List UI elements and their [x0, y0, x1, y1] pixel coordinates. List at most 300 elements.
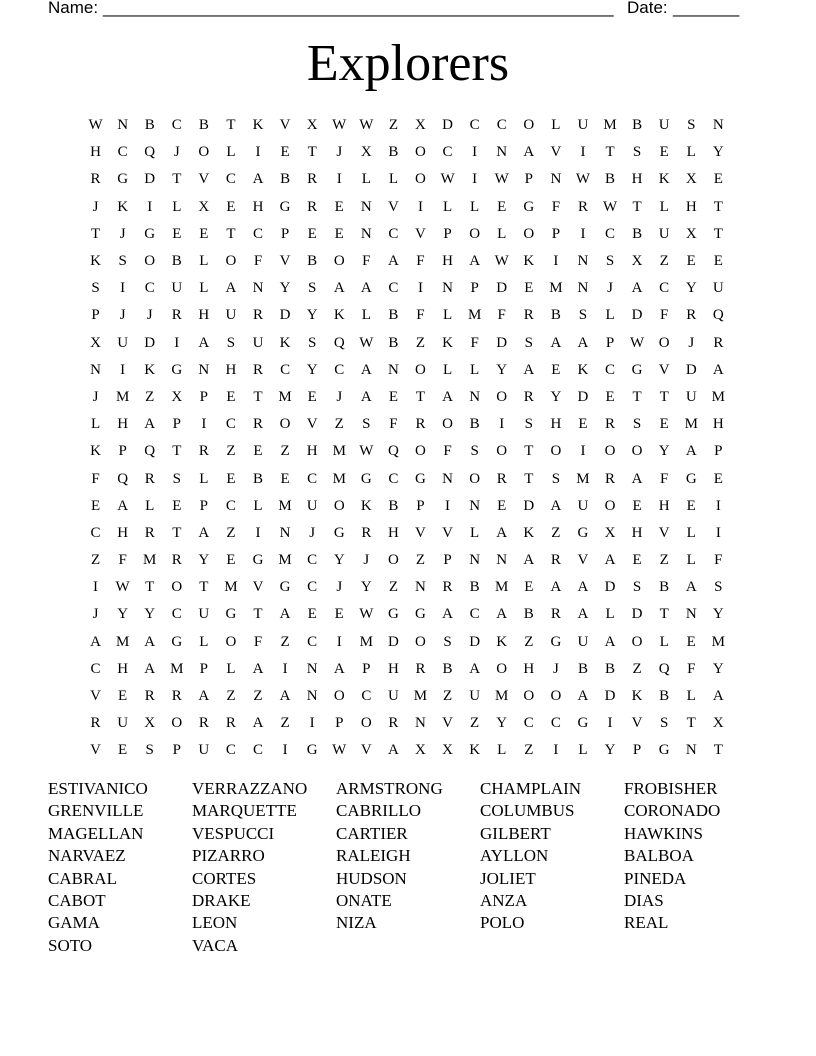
grid-letter[interactable]: Z — [226, 524, 236, 541]
grid-letter[interactable]: D — [144, 334, 156, 351]
grid-letter[interactable]: A — [523, 144, 535, 161]
grid-letter[interactable]: K — [144, 361, 156, 378]
grid-letter[interactable]: C — [307, 579, 318, 596]
grid-letter[interactable]: E — [524, 280, 534, 297]
grid-letter[interactable]: I — [174, 334, 180, 351]
grid-letter[interactable]: X — [360, 144, 372, 161]
grid-letter[interactable]: B — [469, 416, 480, 433]
grid-letter[interactable]: C — [523, 715, 534, 732]
grid-letter[interactable]: I — [282, 660, 288, 677]
grid-letter[interactable]: E — [199, 225, 209, 242]
grid-letter[interactable]: S — [632, 579, 642, 596]
grid-letter[interactable]: K — [631, 688, 643, 705]
grid-letter[interactable]: T — [172, 524, 182, 541]
grid-letter[interactable]: B — [469, 579, 480, 596]
grid-letter[interactable]: F — [687, 660, 696, 677]
grid-letter[interactable]: I — [336, 171, 342, 188]
grid-letter[interactable]: C — [334, 361, 345, 378]
grid-letter[interactable]: L — [497, 742, 507, 759]
grid-letter[interactable]: R — [198, 443, 209, 460]
grid-letter[interactable]: W — [494, 171, 509, 188]
grid-letter[interactable]: O — [442, 416, 453, 433]
grid-letter[interactable]: T — [253, 606, 263, 623]
grid-letter[interactable]: A — [496, 606, 508, 623]
grid-letter[interactable]: A — [577, 579, 589, 596]
grid-letter[interactable]: B — [144, 117, 155, 134]
grid-letter[interactable]: G — [658, 742, 670, 759]
grid-letter[interactable]: Q — [144, 144, 156, 161]
grid-letter[interactable]: E — [226, 470, 236, 487]
grid-letter[interactable]: H — [550, 416, 562, 433]
grid-letter[interactable]: T — [199, 579, 209, 596]
grid-letter[interactable]: N — [90, 361, 101, 378]
grid-letter[interactable]: S — [307, 280, 317, 297]
grid-letter[interactable]: J — [173, 144, 180, 161]
grid-letter[interactable]: D — [523, 497, 535, 514]
grid-letter[interactable]: A — [469, 253, 481, 270]
grid-letter[interactable]: O — [171, 579, 183, 596]
grid-letter[interactable]: L — [551, 117, 561, 134]
grid-letter[interactable]: H — [90, 144, 101, 161]
grid-letter[interactable]: Z — [659, 253, 669, 270]
grid-letter[interactable]: Y — [658, 443, 670, 460]
grid-letter[interactable]: W — [359, 334, 374, 351]
grid-letter[interactable]: I — [715, 524, 721, 541]
grid-letter[interactable]: X — [198, 198, 210, 215]
grid-letter[interactable]: E — [713, 470, 723, 487]
grid-letter[interactable]: N — [496, 144, 508, 161]
grid-letter[interactable]: Z — [415, 552, 426, 569]
grid-letter[interactable]: E — [659, 144, 669, 161]
grid-letter[interactable]: A — [387, 253, 399, 270]
grid-letter[interactable]: E — [307, 606, 317, 623]
grid-letter[interactable]: A — [712, 688, 724, 705]
grid-letter[interactable]: C — [90, 524, 101, 541]
grid-letter[interactable]: M — [332, 443, 346, 460]
grid-letter[interactable]: O — [415, 144, 426, 161]
grid-letter[interactable]: A — [523, 552, 535, 569]
grid-letter[interactable]: O — [523, 225, 535, 242]
grid-letter[interactable]: V — [415, 225, 426, 242]
grid-letter[interactable]: D — [496, 280, 508, 297]
grid-letter[interactable]: M — [278, 552, 292, 569]
grid-letter[interactable]: B — [388, 144, 399, 161]
grid-letter[interactable]: X — [306, 117, 318, 134]
grid-letter[interactable]: S — [470, 443, 479, 460]
grid-letter[interactable]: A — [279, 688, 291, 705]
grid-letter[interactable]: R — [686, 307, 697, 324]
grid-letter[interactable]: L — [226, 144, 236, 161]
grid-letter[interactable]: S — [91, 280, 100, 297]
grid-letter[interactable]: Y — [279, 280, 291, 297]
grid-letter[interactable]: E — [172, 225, 182, 242]
grid-letter[interactable]: I — [147, 198, 153, 215]
grid-letter[interactable]: T — [90, 225, 101, 242]
grid-letter[interactable]: L — [497, 225, 507, 242]
grid-letter[interactable]: I — [120, 361, 126, 378]
grid-letter[interactable]: B — [632, 225, 643, 242]
grid-letter[interactable]: S — [714, 579, 723, 596]
grid-letter[interactable]: L — [578, 742, 588, 759]
grid-letter[interactable]: C — [225, 416, 236, 433]
grid-letter[interactable]: I — [120, 280, 126, 297]
grid-letter[interactable]: R — [550, 552, 561, 569]
grid-letter[interactable]: Z — [415, 334, 426, 351]
grid-letter[interactable]: E — [578, 416, 588, 433]
grid-letter[interactable]: U — [117, 334, 129, 351]
grid-letter[interactable]: G — [631, 361, 643, 378]
grid-letter[interactable]: N — [306, 660, 318, 677]
grid-letter[interactable]: W — [575, 171, 591, 188]
grid-letter[interactable]: X — [415, 117, 426, 134]
grid-letter[interactable]: W — [332, 117, 347, 134]
grid-letter[interactable]: U — [577, 497, 589, 514]
grid-letter[interactable]: D — [442, 117, 453, 134]
grid-letter[interactable]: M — [143, 552, 157, 569]
grid-letter[interactable]: A — [550, 579, 562, 596]
grid-letter[interactable]: D — [604, 579, 616, 596]
grid-letter[interactable]: G — [550, 633, 562, 650]
grid-letter[interactable]: G — [279, 198, 291, 215]
grid-letter[interactable]: A — [577, 606, 589, 623]
grid-letter[interactable]: N — [279, 524, 291, 541]
grid-letter[interactable]: Y — [306, 361, 318, 378]
grid-letter[interactable]: C — [253, 225, 264, 242]
grid-letter[interactable]: O — [415, 171, 426, 188]
grid-letter[interactable]: L — [442, 361, 453, 378]
grid-letter[interactable]: N — [469, 552, 481, 569]
grid-letter[interactable]: B — [388, 307, 399, 324]
grid-letter[interactable]: L — [199, 470, 209, 487]
grid-letter[interactable]: U — [577, 117, 589, 134]
grid-letter[interactable]: O — [550, 688, 562, 705]
grid-letter[interactable]: A — [469, 660, 481, 677]
grid-letter[interactable]: C — [117, 144, 128, 161]
grid-letter[interactable]: O — [496, 443, 508, 460]
grid-letter[interactable]: V — [442, 524, 453, 541]
grid-letter[interactable]: U — [658, 117, 670, 134]
grid-letter[interactable]: W — [359, 443, 374, 460]
grid-letter[interactable]: E — [551, 361, 561, 378]
grid-letter[interactable]: I — [201, 416, 207, 433]
grid-letter[interactable]: M — [495, 688, 509, 705]
grid-letter[interactable]: Y — [712, 606, 724, 623]
grid-letter[interactable]: Y — [550, 388, 562, 405]
grid-letter[interactable]: O — [496, 388, 508, 405]
grid-letter[interactable]: N — [685, 742, 697, 759]
grid-letter[interactable]: J — [146, 307, 153, 324]
grid-letter[interactable]: B — [171, 253, 182, 270]
grid-letter[interactable]: M — [278, 497, 292, 514]
grid-letter[interactable]: A — [631, 470, 643, 487]
grid-letter[interactable]: U — [685, 388, 697, 405]
grid-letter[interactable]: E — [659, 416, 669, 433]
grid-letter[interactable]: P — [416, 497, 425, 514]
grid-letter[interactable]: E — [226, 388, 236, 405]
grid-letter[interactable]: X — [171, 388, 183, 405]
grid-letter[interactable]: K — [333, 307, 345, 324]
grid-letter[interactable]: V — [442, 715, 453, 732]
grid-letter[interactable]: E — [632, 497, 642, 514]
grid-letter[interactable]: G — [252, 552, 264, 569]
grid-letter[interactable]: Y — [306, 307, 318, 324]
grid-letter[interactable]: B — [632, 117, 643, 134]
grid-letter[interactable]: M — [278, 388, 292, 405]
grid-letter[interactable]: N — [712, 117, 724, 134]
grid-letter[interactable]: C — [225, 742, 236, 759]
grid-letter[interactable]: P — [199, 660, 209, 677]
grid-letter[interactable]: T — [632, 388, 642, 405]
grid-letter[interactable]: S — [632, 144, 642, 161]
grid-letter[interactable]: L — [659, 633, 669, 650]
grid-letter[interactable]: N — [198, 361, 210, 378]
grid-letter[interactable]: L — [361, 307, 371, 324]
grid-letter[interactable]: O — [631, 443, 643, 460]
grid-letter[interactable]: H — [442, 253, 453, 270]
grid-letter[interactable]: O — [360, 715, 372, 732]
grid-letter[interactable]: C — [144, 280, 155, 297]
grid-letter[interactable]: H — [387, 660, 399, 677]
grid-letter[interactable]: F — [470, 334, 479, 351]
grid-letter[interactable]: A — [712, 361, 724, 378]
grid-letter[interactable]: Z — [632, 660, 642, 677]
grid-letter[interactable]: K — [523, 524, 535, 541]
grid-letter[interactable]: L — [199, 253, 209, 270]
grid-letter[interactable]: S — [362, 416, 371, 433]
grid-letter[interactable]: I — [715, 497, 721, 514]
grid-letter[interactable]: B — [577, 660, 588, 677]
grid-letter[interactable]: X — [144, 715, 156, 732]
grid-letter[interactable]: M — [413, 688, 428, 705]
grid-letter[interactable]: A — [252, 171, 264, 188]
grid-letter[interactable]: J — [92, 606, 99, 623]
grid-letter[interactable]: Z — [388, 117, 398, 134]
grid-letter[interactable]: R — [605, 416, 616, 433]
grid-letter[interactable]: N — [577, 253, 589, 270]
grid-letter[interactable]: E — [90, 497, 101, 514]
grid-letter[interactable]: S — [551, 470, 561, 487]
grid-letter[interactable]: C — [388, 280, 399, 297]
grid-letter[interactable]: I — [472, 144, 478, 161]
grid-letter[interactable]: A — [117, 497, 129, 514]
grid-letter[interactable]: H — [387, 524, 399, 541]
grid-letter[interactable]: T — [659, 388, 669, 405]
grid-letter[interactable]: J — [92, 198, 99, 215]
grid-letter[interactable]: B — [280, 171, 291, 188]
grid-letter[interactable]: C — [253, 742, 264, 759]
grid-letter[interactable]: Y — [685, 280, 697, 297]
grid-letter[interactable]: K — [90, 253, 101, 270]
grid-letter[interactable]: A — [577, 334, 589, 351]
grid-letter[interactable]: D — [496, 334, 508, 351]
grid-letter[interactable]: U — [198, 742, 210, 759]
grid-letter[interactable]: R — [90, 171, 101, 188]
grid-letter[interactable]: I — [580, 225, 586, 242]
grid-letter[interactable]: E — [686, 497, 696, 514]
grid-letter[interactable]: L — [199, 633, 209, 650]
grid-letter[interactable]: O — [496, 660, 508, 677]
grid-letter[interactable]: F — [497, 307, 506, 324]
grid-letter[interactable]: I — [309, 715, 315, 732]
grid-letter[interactable]: J — [688, 334, 695, 351]
grid-letter[interactable]: J — [336, 388, 343, 405]
grid-letter[interactable]: Z — [145, 388, 155, 405]
grid-letter[interactable]: F — [91, 470, 100, 487]
grid-letter[interactable]: H — [117, 524, 129, 541]
grid-letter[interactable]: E — [280, 470, 290, 487]
grid-letter[interactable]: L — [605, 307, 615, 324]
grid-letter[interactable]: I — [553, 742, 559, 759]
grid-letter[interactable]: N — [415, 579, 426, 596]
grid-letter[interactable]: O — [279, 416, 291, 433]
grid-letter[interactable]: Y — [144, 606, 156, 623]
grid-letter[interactable]: F — [660, 307, 669, 324]
grid-letter[interactable]: A — [604, 633, 616, 650]
grid-letter[interactable]: O — [387, 552, 399, 569]
grid-letter[interactable]: R — [225, 715, 236, 732]
grid-letter[interactable]: D — [387, 633, 399, 650]
grid-letter[interactable]: T — [145, 579, 155, 596]
grid-letter[interactable]: G — [144, 225, 156, 242]
grid-letter[interactable]: J — [119, 225, 126, 242]
grid-letter[interactable]: T — [226, 225, 236, 242]
grid-letter[interactable]: B — [605, 660, 616, 677]
grid-letter[interactable]: L — [442, 198, 453, 215]
grid-letter[interactable]: F — [253, 253, 263, 270]
grid-letter[interactable]: T — [524, 443, 534, 460]
grid-letter[interactable]: T — [632, 198, 642, 215]
grid-letter[interactable]: A — [333, 660, 345, 677]
grid-letter[interactable]: R — [388, 715, 399, 732]
grid-letter[interactable]: R — [442, 579, 453, 596]
grid-letter[interactable]: P — [335, 715, 344, 732]
grid-letter[interactable]: G — [171, 361, 183, 378]
grid-letter[interactable]: S — [118, 253, 127, 270]
grid-letter[interactable]: T — [172, 171, 182, 188]
grid-letter[interactable]: G — [117, 171, 129, 188]
grid-letter[interactable]: W — [602, 198, 618, 215]
grid-letter[interactable]: C — [469, 606, 480, 623]
grid-letter[interactable]: M — [576, 470, 590, 487]
grid-letter[interactable]: T — [713, 225, 723, 242]
grid-letter[interactable]: M — [224, 579, 238, 596]
grid-letter[interactable]: Z — [659, 552, 669, 569]
grid-letter[interactable]: K — [442, 334, 453, 351]
grid-letter[interactable]: B — [253, 470, 264, 487]
grid-letter[interactable]: K — [496, 633, 508, 650]
grid-letter[interactable]: E — [334, 606, 344, 623]
grid-letter[interactable]: O — [604, 497, 616, 514]
grid-letter[interactable]: G — [306, 742, 318, 759]
grid-letter[interactable]: I — [417, 280, 423, 297]
grid-letter[interactable]: P — [118, 443, 127, 460]
grid-letter[interactable]: M — [711, 633, 725, 650]
grid-letter[interactable]: E — [118, 688, 128, 705]
grid-letter[interactable]: J — [552, 660, 559, 677]
grid-letter[interactable]: A — [252, 715, 264, 732]
grid-letter[interactable]: Z — [280, 633, 290, 650]
grid-letter[interactable]: U — [658, 225, 670, 242]
grid-letter[interactable]: Q — [117, 470, 129, 487]
grid-letter[interactable]: I — [93, 579, 99, 596]
grid-letter[interactable]: L — [686, 688, 696, 705]
grid-letter[interactable]: T — [253, 388, 263, 405]
grid-letter[interactable]: I — [580, 144, 586, 161]
grid-letter[interactable]: A — [144, 633, 156, 650]
grid-letter[interactable]: R — [171, 688, 182, 705]
grid-letter[interactable]: O — [658, 334, 670, 351]
grid-letter[interactable]: M — [549, 280, 563, 297]
grid-letter[interactable]: K — [117, 198, 129, 215]
grid-letter[interactable]: E — [172, 497, 182, 514]
grid-letter[interactable]: Z — [524, 633, 534, 650]
grid-letter[interactable]: L — [199, 280, 209, 297]
grid-letter[interactable]: D — [604, 688, 616, 705]
grid-letter[interactable]: L — [686, 144, 696, 161]
grid-letter[interactable]: R — [577, 198, 588, 215]
grid-letter[interactable]: S — [172, 470, 181, 487]
grid-letter[interactable]: I — [445, 497, 451, 514]
grid-letter[interactable]: C — [307, 552, 318, 569]
grid-letter[interactable]: Y — [604, 742, 616, 759]
grid-letter[interactable]: L — [470, 361, 480, 378]
grid-letter[interactable]: J — [119, 307, 126, 324]
grid-letter[interactable]: U — [225, 307, 237, 324]
grid-letter[interactable]: O — [225, 253, 237, 270]
grid-letter[interactable]: X — [685, 225, 697, 242]
grid-letter[interactable]: C — [171, 117, 182, 134]
grid-letter[interactable]: E — [226, 198, 236, 215]
grid-letter[interactable]: R — [253, 416, 264, 433]
grid-letter[interactable]: O — [415, 633, 426, 650]
grid-letter[interactable]: U — [198, 606, 210, 623]
grid-letter[interactable]: O — [469, 225, 481, 242]
grid-letter[interactable]: L — [686, 552, 696, 569]
grid-letter[interactable]: B — [198, 117, 209, 134]
grid-letter[interactable]: N — [117, 117, 129, 134]
grid-letter[interactable]: A — [144, 416, 156, 433]
grid-letter[interactable]: F — [416, 253, 425, 270]
grid-letter[interactable]: S — [605, 253, 615, 270]
grid-letter[interactable]: R — [415, 660, 426, 677]
grid-letter[interactable]: I — [336, 633, 342, 650]
grid-letter[interactable]: S — [145, 742, 154, 759]
grid-letter[interactable]: E — [334, 198, 344, 215]
grid-letter[interactable]: F — [551, 198, 561, 215]
grid-letter[interactable]: Z — [524, 742, 534, 759]
grid-letter[interactable]: Z — [442, 688, 453, 705]
grid-letter[interactable]: D — [631, 307, 643, 324]
grid-letter[interactable]: B — [550, 307, 561, 324]
grid-letter[interactable]: Z — [280, 443, 290, 460]
grid-letter[interactable]: N — [442, 470, 453, 487]
grid-letter[interactable]: V — [252, 579, 264, 596]
grid-letter[interactable]: W — [630, 334, 645, 351]
grid-letter[interactable]: O — [225, 633, 237, 650]
grid-letter[interactable]: C — [90, 660, 101, 677]
grid-letter[interactable]: P — [714, 443, 723, 460]
grid-letter[interactable]: B — [659, 688, 670, 705]
grid-letter[interactable]: P — [172, 416, 181, 433]
grid-letter[interactable]: E — [686, 633, 696, 650]
grid-letter[interactable]: R — [523, 307, 534, 324]
grid-letter[interactable]: Y — [496, 361, 508, 378]
grid-letter[interactable]: E — [253, 443, 263, 460]
grid-letter[interactable]: O — [550, 443, 562, 460]
grid-letter[interactable]: Z — [280, 715, 290, 732]
grid-letter[interactable]: T — [307, 144, 317, 161]
grid-letter[interactable]: R — [361, 524, 372, 541]
